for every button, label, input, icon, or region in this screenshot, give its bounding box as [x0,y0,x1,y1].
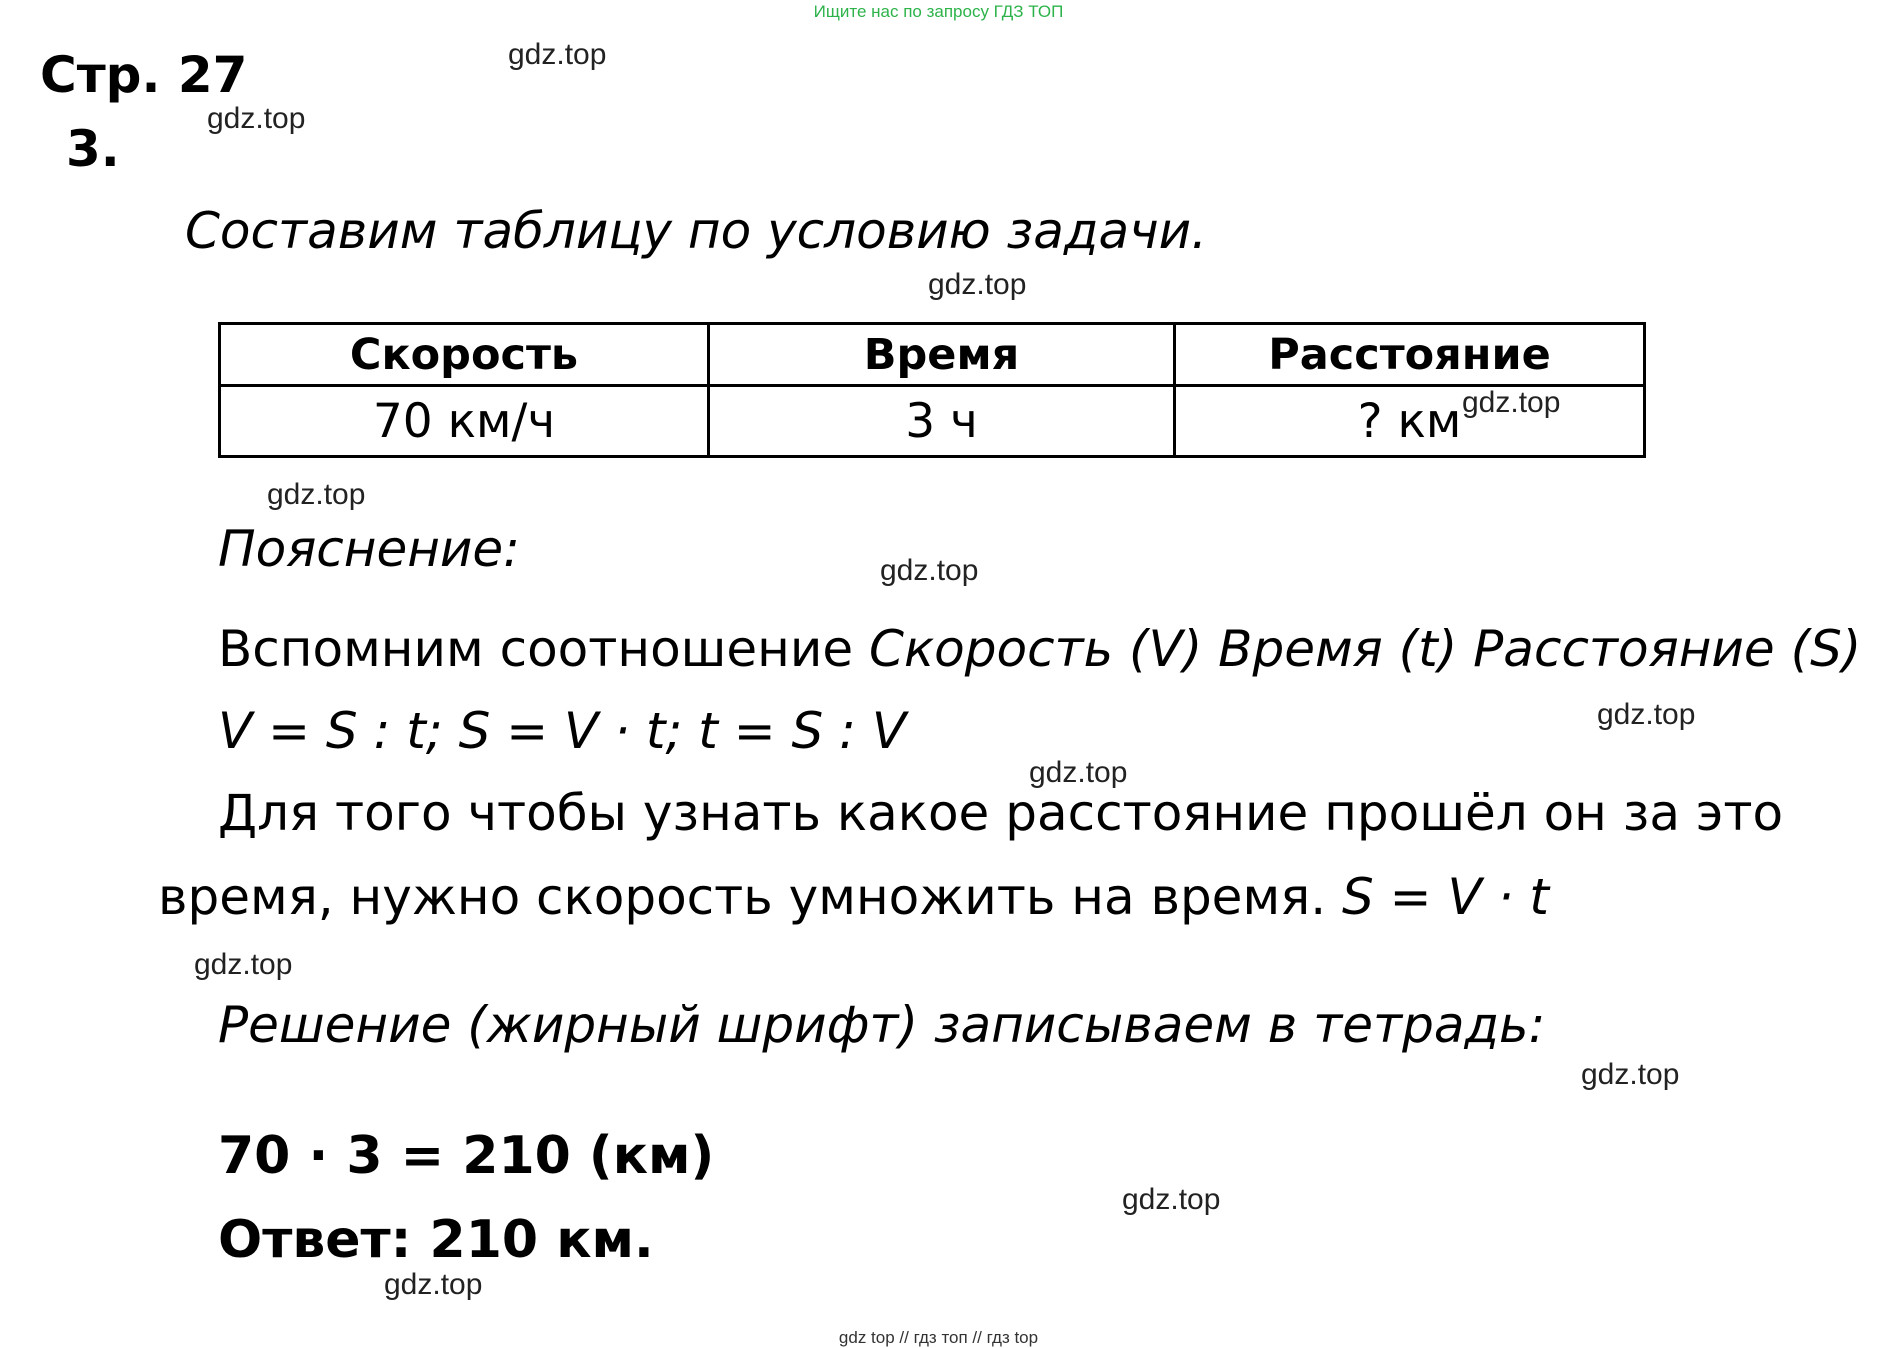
watermark: gdz.top [1462,386,1561,419]
watermark: gdz.top [1122,1183,1221,1216]
table-header-row [220,324,1645,386]
explanation-heading: Пояснение: [218,520,521,578]
watermark: gdz.top [880,554,979,587]
condition-table [218,322,1646,458]
explanation-line-2 [158,868,1549,926]
header-distance: Расстояние [1175,324,1645,386]
watermark: gdz.top [194,948,293,981]
top-banner: Ищите нас по запросу ГДЗ ТОП [813,2,1064,21]
cell-time: 3 ч [709,386,1175,457]
solution-heading: Решение (жирный шрифт) записываем в тетрадь: [218,996,1546,1054]
watermark: gdz.top [384,1268,483,1301]
header-speed: Скорость [220,324,709,386]
formulas-line: V = S : t; S = V · t; t = S : V [218,702,907,760]
relation-line [218,620,1861,678]
relation-prefix: Вспомним соотношение [218,620,870,678]
watermark: gdz.top [1581,1058,1680,1091]
table-row [220,386,1645,457]
footer: gdz top // гдз топ // гдз top [838,1328,1039,1347]
watermark: gdz.top [1029,756,1128,789]
cell-distance: ? км [1175,386,1645,457]
cell-speed: 70 км/ч [220,386,709,457]
watermark: gdz.top [1597,698,1696,731]
watermark: gdz.top [267,478,366,511]
header-time: Время [709,324,1175,386]
relation-terms: Скорость (V) Время (t) Расстояние (S) [869,620,1862,678]
intro-text: Составим таблицу по условию задачи. [185,202,1208,260]
task-number: 3. [66,120,120,178]
watermark: gdz.top [928,268,1027,301]
calculation: 70 · 3 = 210 (км) [218,1126,715,1186]
watermark: gdz.top [207,102,306,135]
explanation-line-2-text: время, нужно скорость умножить на время. [158,868,1343,926]
answer: Ответ: 210 км. [218,1210,654,1270]
explanation-line-1: Для того чтобы узнать какое расстояние прошёл он за это [218,784,1784,842]
page-title: Стр. 27 [40,46,248,104]
explanation-formula: S = V · t [1342,868,1549,926]
watermark: gdz.top [508,38,607,71]
